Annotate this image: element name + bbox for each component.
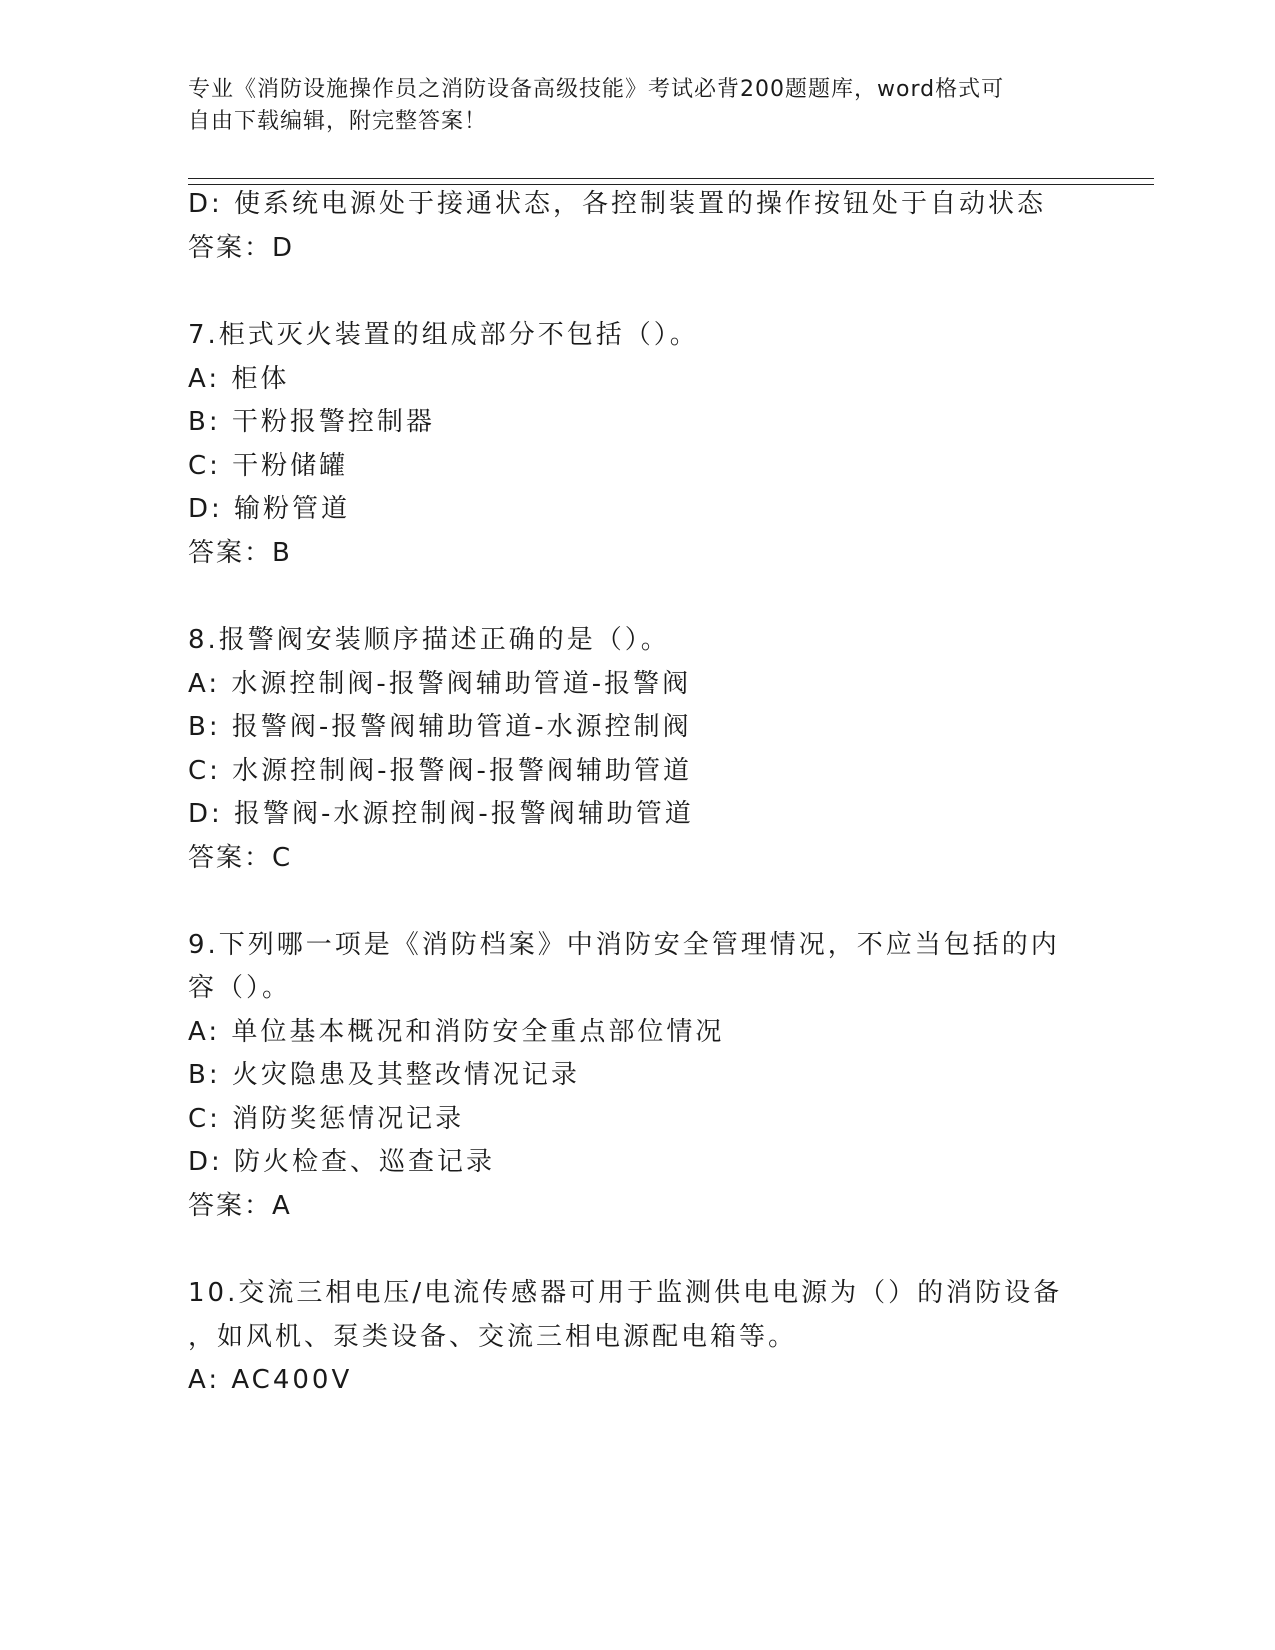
q10-option-a: A: AC400V [188, 1365, 353, 1395]
q7-option-b: B: 干粉报警控制器 [188, 407, 435, 437]
q7-stem: 7.柜式灭火装置的组成部分不包括（）。 [188, 320, 699, 350]
q8-stem: 8.报警阀安装顺序描述正确的是（）。 [188, 625, 670, 655]
q10-stem-line-1: 10.交流三相电压/电流传感器可用于监测供电电源为（）的消防设备 [188, 1278, 1063, 1308]
prev-answer: 答案：D [188, 233, 295, 263]
q9-stem-line-1: 9.下列哪一项是《消防档案》中消防安全管理情况，不应当包括的内 [188, 930, 1060, 960]
q10-stem-line-2: ，如风机、泵类设备、交流三相电源配电箱等。 [188, 1322, 798, 1352]
q8-option-a: A: 水源控制阀-报警阀辅助管道-报警阀 [188, 669, 692, 699]
q9-option-d: D: 防火检查、巡查记录 [188, 1147, 496, 1177]
q7-answer: 答案：B [188, 538, 292, 568]
q9-option-b: B: 火灾隐患及其整改情况记录 [188, 1060, 580, 1090]
document-header [188, 74, 1088, 138]
q9-answer: 答案：A [188, 1191, 292, 1221]
q7-option-d: D: 输粉管道 [188, 494, 351, 524]
header-divider-bottom [188, 184, 1154, 185]
header-line-2: 自由下载编辑，附完整答案！ [188, 109, 488, 134]
q8-answer: 答案：C [188, 843, 293, 873]
q7-option-c: C: 干粉储罐 [188, 451, 349, 481]
q9-option-a: A: 单位基本概况和消防安全重点部位情况 [188, 1017, 725, 1047]
header-divider-top [188, 178, 1154, 179]
q9-stem-line-2: 容（）。 [188, 973, 292, 1003]
prev-option-d: D: 使系统电源处于接通状态，各控制装置的操作按钮处于自动状态 [188, 189, 1047, 219]
header-line-1: 专业《消防设施操作员之消防设备高级技能》考试必背200题题库，word格式可 [188, 77, 1005, 102]
q7-option-a: A: 柜体 [188, 364, 290, 394]
q8-option-b: B: 报警阀-报警阀辅助管道-水源控制阀 [188, 712, 692, 742]
q9-option-c: C: 消防奖惩情况记录 [188, 1104, 465, 1134]
q8-option-d: D: 报警阀-水源控制阀-报警阀辅助管道 [188, 799, 694, 829]
q8-option-c: C: 水源控制阀-报警阀-报警阀辅助管道 [188, 756, 692, 786]
